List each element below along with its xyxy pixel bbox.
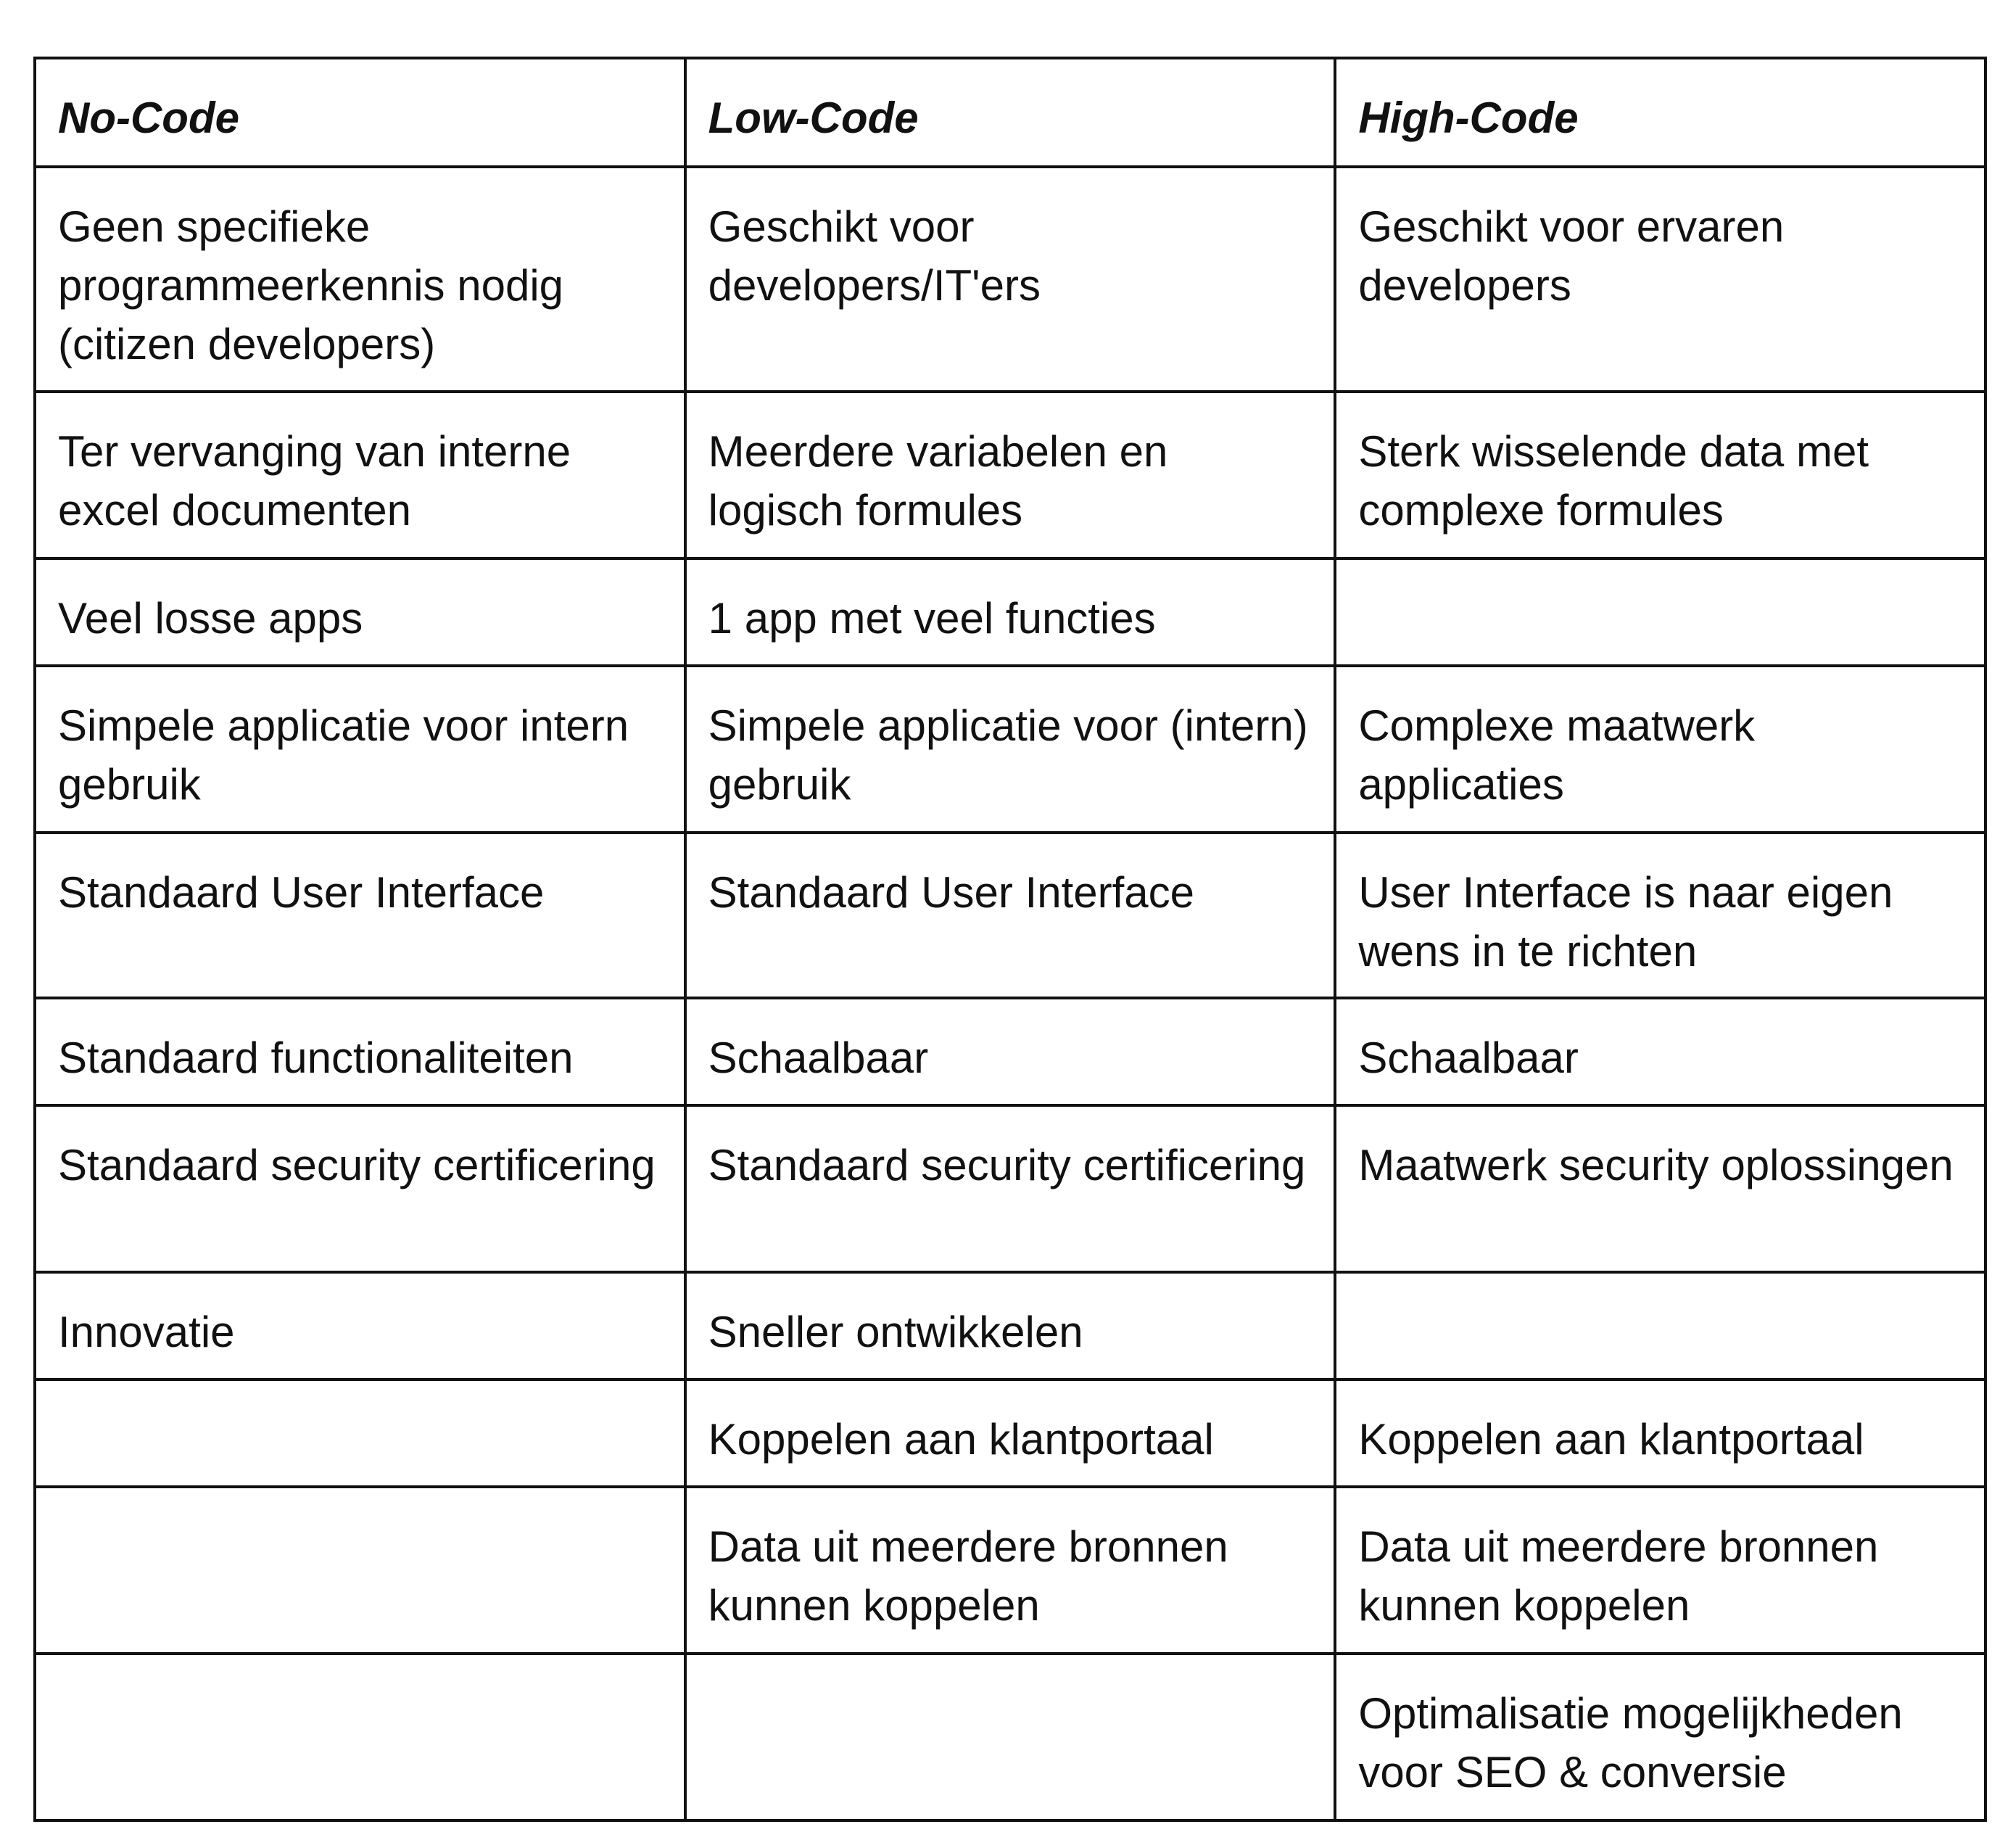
table-cell: Standaard User Interface	[35, 833, 685, 998]
table-cell	[35, 1654, 685, 1820]
table-cell: Veel losse apps	[35, 558, 685, 666]
table-cell: Maatwerk security oplossingen	[1335, 1105, 1985, 1272]
table-row	[35, 833, 1985, 998]
table-row	[35, 1379, 1985, 1487]
table-cell: Meerdere variabelen en logisch formules	[685, 392, 1336, 558]
table-cell: Sneller ontwikkelen	[685, 1272, 1336, 1379]
table-row	[35, 392, 1985, 558]
table-cell	[1335, 1272, 1985, 1379]
table-cell: Complexe maatwerk applicaties	[1335, 666, 1985, 833]
table-cell: Data uit meerdere bronnen kunnen koppelen	[685, 1487, 1336, 1654]
table-row	[35, 167, 1985, 392]
table-cell: Schaalbaar	[1335, 998, 1985, 1105]
table-row	[35, 666, 1985, 833]
table-cell: Geschikt voor developers/IT'ers	[685, 167, 1336, 392]
header-high-code: High-Code	[1335, 58, 1985, 167]
table-row	[35, 998, 1985, 1105]
table-cell: Standaard security certificering	[685, 1105, 1336, 1272]
table-cell: Standaard security certificering	[35, 1105, 685, 1272]
table-cell: Koppelen aan klantportaal	[1335, 1379, 1985, 1487]
table-cell: Standaard User Interface	[685, 833, 1336, 998]
table-cell: Optimalisatie mogelijkheden voor SEO & conversie	[1335, 1654, 1985, 1820]
table-row	[35, 558, 1985, 666]
table-cell: 1 app met veel functies	[685, 558, 1336, 666]
table-row	[35, 1105, 1985, 1272]
table-cell: Simpele applicatie voor (intern) gebruik	[685, 666, 1336, 833]
table-cell: User Interface is naar eigen wens in te richten	[1335, 833, 1985, 998]
table-cell: Sterk wisselende data met complexe formules	[1335, 392, 1985, 558]
header-no-code: No-Code	[35, 58, 685, 167]
table-cell	[35, 1487, 685, 1654]
table-cell: Simpele applicatie voor intern gebruik	[35, 666, 685, 833]
table-cell: Standaard functionaliteiten	[35, 998, 685, 1105]
comparison-table	[33, 57, 1987, 1822]
table-cell: Geen specifieke programmeerkennis nodig (citizen developers)	[35, 167, 685, 392]
table-cell: Innovatie	[35, 1272, 685, 1379]
table-cell	[1335, 558, 1985, 666]
table-cell: Data uit meerdere bronnen kunnen koppelen	[1335, 1487, 1985, 1654]
table-cell: Geschikt voor ervaren developers	[1335, 167, 1985, 392]
table-cell	[35, 1379, 685, 1487]
table-cell: Ter vervanging van interne excel documenten	[35, 392, 685, 558]
header-low-code: Low-Code	[685, 58, 1336, 167]
table-row	[35, 1487, 1985, 1654]
table-row	[35, 1654, 1985, 1820]
table-cell	[685, 1654, 1336, 1820]
table-cell: Koppelen aan klantportaal	[685, 1379, 1336, 1487]
header-row	[35, 58, 1985, 167]
table-cell: Schaalbaar	[685, 998, 1336, 1105]
table-row	[35, 1272, 1985, 1379]
